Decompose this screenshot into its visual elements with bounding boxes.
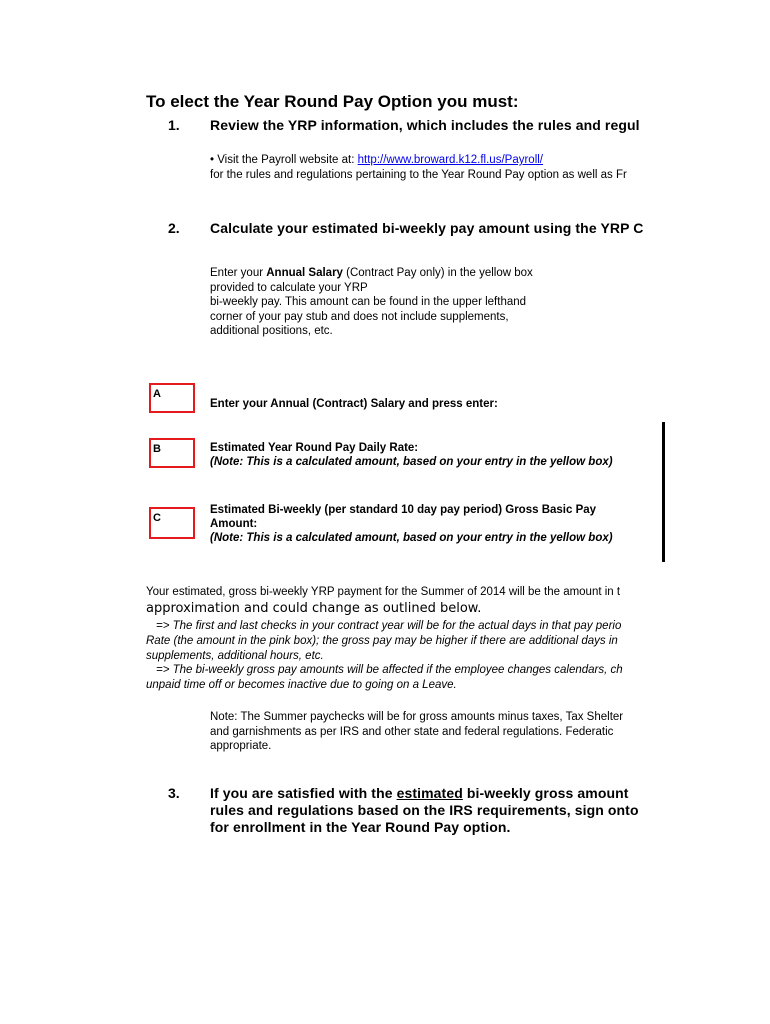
field-a-text: Enter your Annual (Contract) Salary and press enter: bbox=[210, 398, 498, 410]
bullet-1-line-2: Rate (the amount in the pink box); the gross pay may be higher if there are additional days in bbox=[146, 635, 618, 647]
field-b-label: B bbox=[153, 443, 161, 455]
step-1-heading: Review the YRP information, which includes the rules and regul bbox=[210, 117, 640, 133]
step-2-heading: Calculate your estimated bi-weekly pay amount using the YRP C bbox=[210, 220, 644, 236]
instructions-line-1 bbox=[210, 266, 630, 281]
instructions-line-5: additional positions, etc. bbox=[210, 325, 333, 337]
payroll-website-line bbox=[210, 153, 667, 168]
instructions-line-3: bi-weekly pay. This amount can be found in the upper lefthand bbox=[210, 296, 527, 308]
enter-suffix: (Contract Pay only) in the yellow box bbox=[342, 267, 533, 279]
step-1-number: 1. bbox=[168, 117, 180, 133]
field-c-note: (Note: This is a calculated amount, based on your entry in the yellow box) bbox=[210, 532, 613, 544]
summary-line-2: approximation and could change as outlined below. bbox=[146, 601, 482, 616]
bullet-1-line-1: => The first and last checks in your contract year will be for the actual days in that pay perio bbox=[156, 620, 622, 632]
step-2-number: 2. bbox=[168, 220, 180, 236]
step-3-suffix: bi-weekly gross amount bbox=[462, 785, 629, 801]
field-b-text: Estimated Year Round Pay Daily Rate: bbox=[210, 442, 419, 454]
annual-salary-bold: Annual Salary bbox=[266, 267, 343, 279]
field-c-label: C bbox=[153, 512, 161, 524]
step-3-prefix: If you are satisfied with the bbox=[210, 785, 397, 801]
note-line-2: and garnishments as per IRS and other state and federal regulations. Federatic bbox=[210, 726, 614, 738]
field-c-text-1: Estimated Bi-weekly (per standard 10 day pay period) Gross Basic Pay bbox=[210, 504, 597, 516]
bullet-1-line-3: supplements, additional hours, etc. bbox=[146, 650, 324, 662]
enter-prefix: Enter your bbox=[210, 267, 267, 279]
step-3-line-1 bbox=[210, 785, 667, 801]
calculator-right-border bbox=[662, 422, 665, 562]
page-title: To elect the Year Round Pay Option you must: bbox=[146, 92, 519, 111]
field-c-text-2: Amount: bbox=[210, 518, 258, 530]
step-3-number: 3. bbox=[168, 785, 180, 801]
annual-salary-instructions bbox=[210, 266, 630, 339]
field-a-label: A bbox=[153, 388, 161, 400]
step-3-line-2: rules and regulations based on the IRS requirements, sign onto bbox=[210, 802, 639, 818]
payroll-website-line-2: for the rules and regulations pertaining to the Year Round Pay option as well as Fr bbox=[210, 169, 627, 181]
step-3-line-3: for enrollment in the Year Round Pay option. bbox=[210, 819, 511, 835]
instructions-line-4: corner of your pay stub and does not include supplements, bbox=[210, 310, 509, 323]
estimated-underlined: estimated bbox=[396, 785, 463, 801]
visit-prefix-text: • Visit the Payroll website at: bbox=[210, 154, 358, 166]
instructions-line-2: provided to calculate your YRP bbox=[210, 281, 368, 294]
bullet-2-line-2: unpaid time off or becomes inactive due to going on a Leave. bbox=[146, 679, 457, 691]
bullet-2-line-1: => The bi-weekly gross pay amounts will be affected if the employee changes calendars, ch bbox=[156, 664, 623, 676]
note-line-3: appropriate. bbox=[210, 740, 272, 752]
payroll-website-link[interactable]: http://www.broward.k12.fl.us/Payroll/ bbox=[357, 154, 543, 166]
note-line-1: Note: The Summer paychecks will be for gross amounts minus taxes, Tax Shelter bbox=[210, 711, 624, 723]
summary-line-1: Your estimated, gross bi-weekly YRP payment for the Summer of 2014 will be the amount in t bbox=[146, 586, 621, 598]
field-b-note: (Note: This is a calculated amount, based on your entry in the yellow box) bbox=[210, 456, 613, 468]
